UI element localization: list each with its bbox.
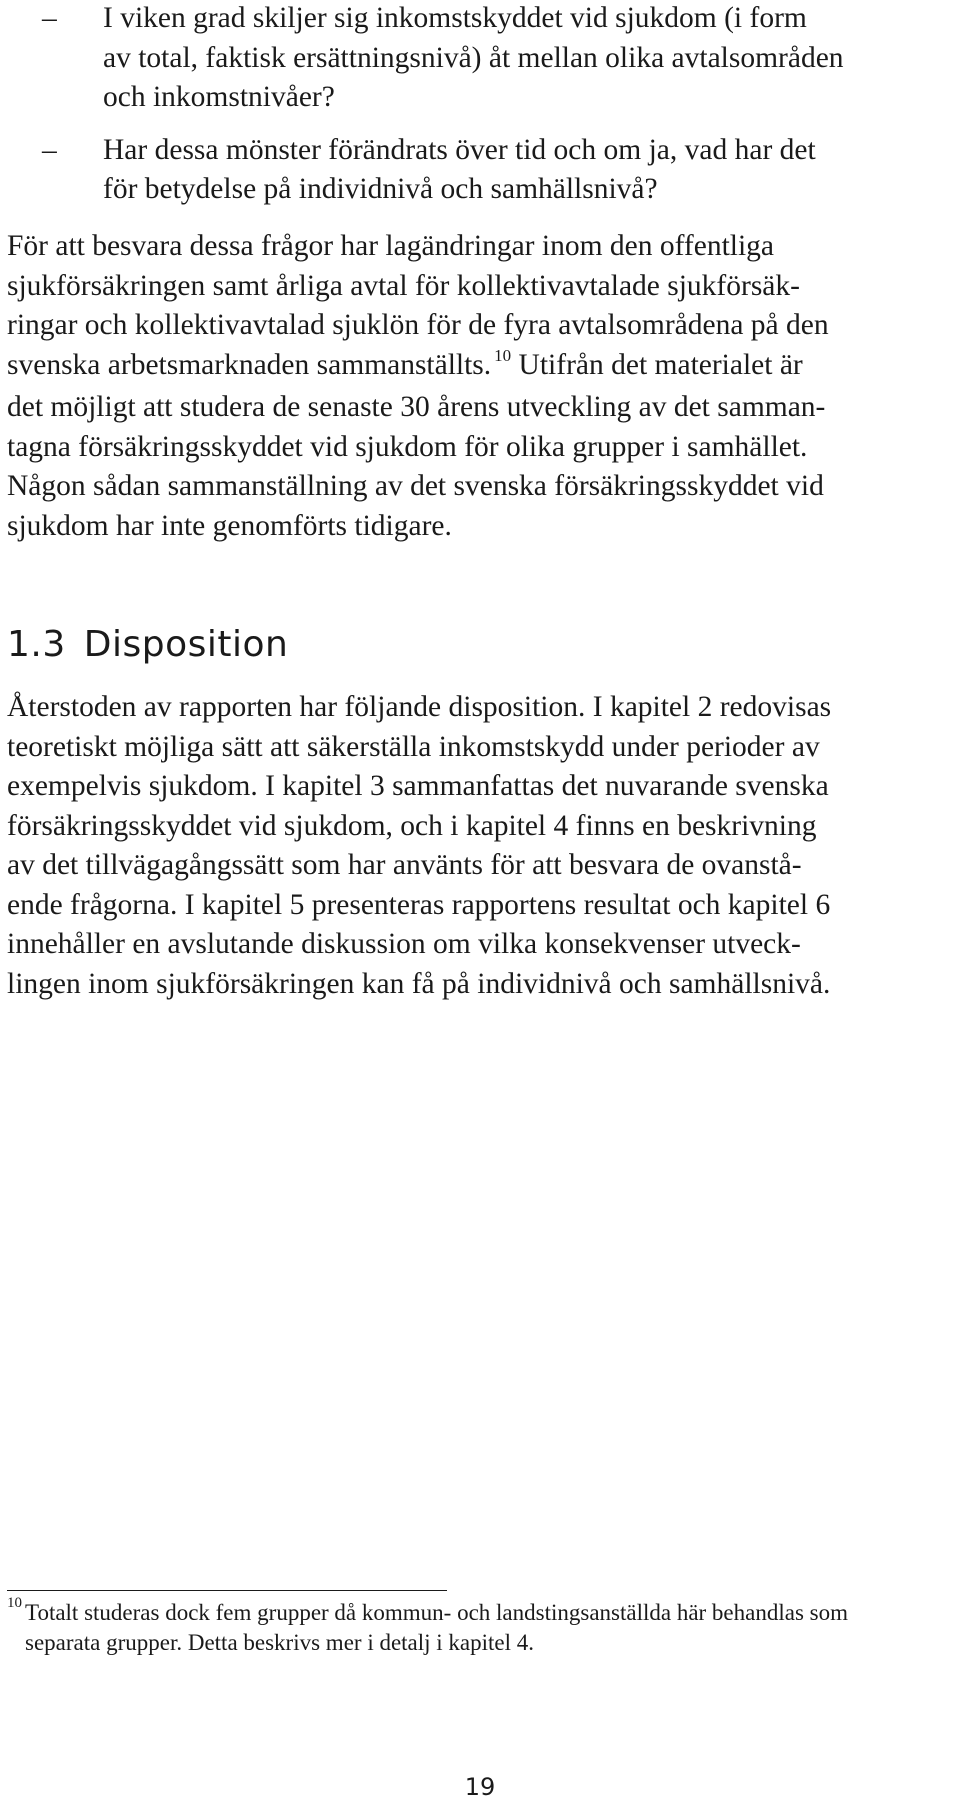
paragraph-line: lingen inom sjukförsäkringen kan få på individnivå och samhällsnivå. — [7, 967, 831, 1000]
paragraph-line: Återstoden av rapporten har följande disposition. I kapitel 2 redovisas — [7, 691, 832, 723]
paragraph-line: teoretiskt möjliga sätt att säkerställa inkomstskydd under perioder av — [7, 730, 820, 763]
question-2-line-1: Har dessa mönster förändrats över tid och om ja, vad har det — [103, 133, 816, 166]
question-list — [0, 0, 960, 210]
paragraph-text: Utifrån det materialet är — [511, 348, 803, 381]
method-paragraph — [7, 227, 957, 546]
section-number: 1.3 — [7, 624, 66, 665]
page-number: 19 — [464, 1773, 496, 1801]
paragraph-line: Någon sådan sammanställning av det svenska försäkringsskyddet vid — [7, 470, 824, 502]
paragraph-line: det möjligt att studera de senaste 30 årens utveckling av det samman- — [7, 391, 826, 423]
paragraph-line: För att besvara dessa frågor har lagändringar inom den offentliga — [7, 230, 774, 262]
paragraph-line: sjukdom har inte genomförts tidigare. — [7, 509, 452, 542]
footnote-text — [7, 1598, 947, 1657]
paragraph-line: tagna försäkringsskyddet vid sjukdom för olika grupper i samhället. — [7, 430, 808, 463]
paragraph-line: ringar och kollektivavtalad sjuklön för de fyra avtalsområdena på den — [7, 309, 829, 341]
question-1-line-1: I viken grad skiljer sig inkomstskyddet vid sjukdom (i form — [103, 2, 807, 34]
footnote-mark: 10 — [7, 1595, 22, 1611]
question-1-line-2: av total, faktisk ersättningsnivå) åt mellan olika avtalsområden — [103, 41, 844, 74]
question-item-1 — [0, 0, 960, 118]
paragraph-line-with-footnote — [7, 346, 957, 389]
paragraph-text: svenska arbetsmarknaden sammanställts. — [7, 348, 492, 381]
question-2-line-2: för betydelse på individnivå och samhällsnivå? — [103, 173, 658, 205]
disposition-paragraph — [7, 688, 957, 1004]
footnote-divider — [7, 1590, 447, 1591]
paragraph-line: ende frågorna. I kapitel 5 presenteras rapportens resultat och kapitel 6 — [7, 888, 831, 921]
paragraph-line: försäkringsskyddet vid sjukdom, och i kapitel 4 finns en beskrivning — [7, 809, 817, 842]
bullet-dash: – — [42, 133, 57, 166]
paragraph-line: exempelvis sjukdom. I kapitel 3 sammanfattas det nuvarande svenska — [7, 770, 829, 802]
footnote-line: separata grupper. Detta beskrivs mer i detalj i kapitel 4. — [25, 1629, 535, 1655]
footnote-reference[interactable]: 10 — [494, 345, 512, 365]
section-heading — [7, 623, 288, 667]
paragraph-line: innehåller en avslutande diskussion om vilka konsekvenser utveck- — [7, 928, 801, 960]
bullet-dash: – — [42, 2, 57, 34]
question-1-line-3: och inkomstnivåer? — [103, 81, 335, 113]
paragraph-line: av det tillvägagångssätt som har använts för att besvara de ovanstå- — [7, 849, 802, 881]
question-item-2 — [0, 131, 960, 210]
footnote-line: Totalt studeras dock fem grupper då kommun- och landstingsanställda här behandlas som — [25, 1600, 848, 1625]
paragraph-line: sjukförsäkringen samt årliga avtal för kollektivavtalade sjukförsäk- — [7, 269, 800, 302]
section-title: Disposition — [83, 624, 289, 665]
footnote — [7, 1595, 947, 1657]
